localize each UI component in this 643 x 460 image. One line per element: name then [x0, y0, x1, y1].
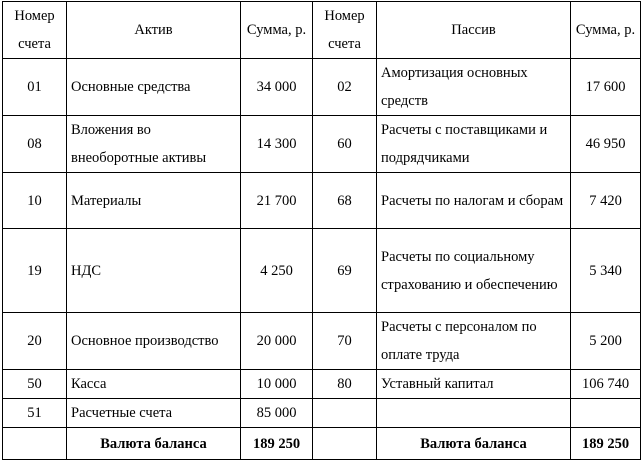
liability-account-number: 68 [313, 173, 377, 229]
liability-account-number [313, 399, 377, 428]
liability-total-sum: 189 250 [571, 428, 641, 460]
liability-sum: 5 340 [571, 229, 641, 313]
asset-account-number: 08 [3, 116, 67, 173]
liability-account-number: 02 [313, 59, 377, 116]
header-sum-right: Сумма, р. [571, 2, 641, 59]
totals-empty-cell [3, 428, 67, 460]
asset-sum: 14 300 [241, 116, 313, 173]
header-account-number-left: Номер счета [3, 2, 67, 59]
asset-account-number: 20 [3, 313, 67, 370]
liability-name: Расчеты по налогам и сборам [377, 173, 571, 229]
header-asset: Актив [67, 2, 241, 59]
liability-account-number: 70 [313, 313, 377, 370]
liability-sum: 46 950 [571, 116, 641, 173]
asset-name: Вложения во внеоборотные активы [67, 116, 241, 173]
asset-name: Материалы [67, 173, 241, 229]
header-liability: Пассив [377, 2, 571, 59]
liability-name: Расчеты с персоналом по оплате труда [377, 313, 571, 370]
liability-name: Расчеты с поставщиками и подрядчиками [377, 116, 571, 173]
totals-row [3, 428, 641, 460]
asset-account-number: 10 [3, 173, 67, 229]
liability-account-number: 69 [313, 229, 377, 313]
header-row [3, 2, 641, 59]
header-sum-left: Сумма, р. [241, 2, 313, 59]
table-row [3, 116, 641, 173]
asset-name: Основное производство [67, 313, 241, 370]
liability-name: Уставный капитал [377, 370, 571, 399]
asset-total-label: Валюта баланса [67, 428, 241, 460]
liability-account-number: 80 [313, 370, 377, 399]
liability-name: Амортизация основных средств [377, 59, 571, 116]
asset-total-sum: 189 250 [241, 428, 313, 460]
liability-total-label: Валюта баланса [377, 428, 571, 460]
table-row [3, 229, 641, 313]
table-row [3, 399, 641, 428]
liability-name: Расчеты по социальному страхованию и обеспечению [377, 229, 571, 313]
liability-name [377, 399, 571, 428]
asset-account-number: 01 [3, 59, 67, 116]
asset-account-number: 50 [3, 370, 67, 399]
asset-sum: 4 250 [241, 229, 313, 313]
asset-sum: 85 000 [241, 399, 313, 428]
asset-name: Основные средства [67, 59, 241, 116]
liability-sum: 17 600 [571, 59, 641, 116]
table-row [3, 173, 641, 229]
asset-name: НДС [67, 229, 241, 313]
balance-sheet-table [2, 1, 641, 460]
asset-sum: 34 000 [241, 59, 313, 116]
table-row [3, 370, 641, 399]
liability-sum: 5 200 [571, 313, 641, 370]
asset-sum: 20 000 [241, 313, 313, 370]
table-row [3, 313, 641, 370]
asset-sum: 10 000 [241, 370, 313, 399]
liability-sum: 7 420 [571, 173, 641, 229]
asset-name: Касса [67, 370, 241, 399]
asset-sum: 21 700 [241, 173, 313, 229]
liability-sum: 106 740 [571, 370, 641, 399]
liability-sum [571, 399, 641, 428]
liability-account-number: 60 [313, 116, 377, 173]
header-account-number-right: Номер счета [313, 2, 377, 59]
asset-account-number: 19 [3, 229, 67, 313]
table-row [3, 59, 641, 116]
asset-name: Расчетные счета [67, 399, 241, 428]
totals-empty-cell [313, 428, 377, 460]
asset-account-number: 51 [3, 399, 67, 428]
